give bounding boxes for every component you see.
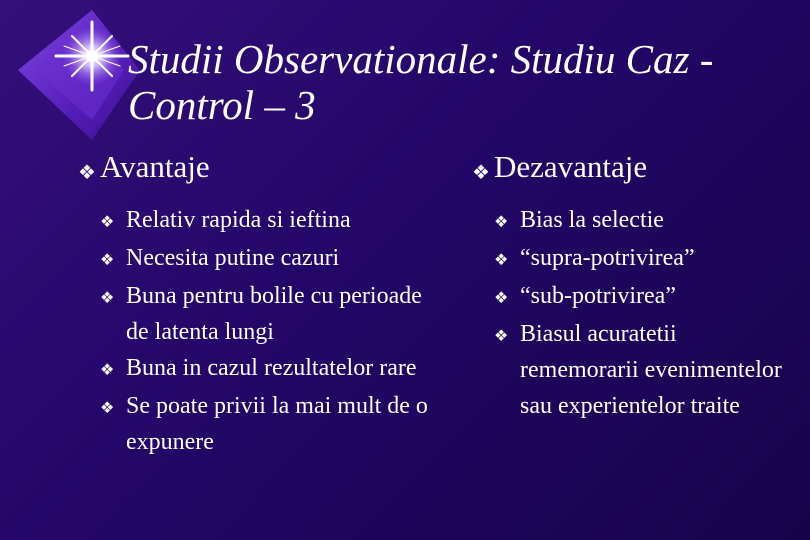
list-item-text: Biasul acuratetii rememorarii evenimentelor sau experientelor traite bbox=[520, 321, 782, 419]
list-item-text: Se poate privii la mai mult de o expunere bbox=[126, 393, 428, 455]
diamond-bullet-icon: ❖ bbox=[472, 160, 490, 184]
diamond-bullet-icon: ❖ bbox=[100, 250, 115, 269]
advantages-heading bbox=[78, 150, 438, 189]
diamond-bullet-icon: ❖ bbox=[494, 326, 509, 345]
list-item-text: Relativ rapida si ieftina bbox=[126, 207, 351, 233]
list-item bbox=[494, 240, 792, 278]
list-item-text: Buna pentru bolile cu perioade de latenta lungi bbox=[126, 283, 422, 345]
list-item-text: Necesita putine cazuri bbox=[126, 245, 340, 271]
list-item bbox=[100, 202, 438, 240]
disadvantages-heading-text: Dezavantaje bbox=[494, 149, 648, 184]
list-item bbox=[494, 278, 792, 316]
list-item-text: Buna in cazul rezultatelor rare bbox=[126, 355, 417, 381]
diamond-bullet-icon: ❖ bbox=[494, 212, 509, 231]
advantages-column bbox=[78, 150, 438, 460]
disadvantages-heading bbox=[472, 150, 792, 189]
list-item bbox=[100, 240, 438, 278]
list-item bbox=[100, 388, 438, 460]
list-item-text: Bias la selectie bbox=[520, 207, 664, 233]
diamond-bullet-icon: ❖ bbox=[78, 160, 96, 184]
disadvantages-list bbox=[472, 202, 792, 424]
diamond-bullet-icon: ❖ bbox=[100, 398, 115, 417]
list-item bbox=[494, 316, 792, 424]
advantages-heading-text: Avantaje bbox=[100, 149, 210, 184]
advantages-list bbox=[78, 202, 438, 460]
list-item-text: “supra-potrivirea” bbox=[520, 245, 695, 271]
list-item bbox=[100, 350, 438, 388]
list-item bbox=[494, 202, 792, 240]
diamond-bullet-icon: ❖ bbox=[100, 288, 115, 307]
slide-title: Studii Observationale: Studiu Caz -Control – 3 bbox=[128, 36, 714, 128]
list-item-text: “sub-potrivirea” bbox=[520, 283, 676, 309]
diamond-bullet-icon: ❖ bbox=[494, 250, 509, 269]
diamond-bullet-icon: ❖ bbox=[100, 360, 115, 379]
disadvantages-column bbox=[472, 150, 792, 424]
diamond-bullet-icon: ❖ bbox=[100, 212, 115, 231]
list-item bbox=[100, 278, 438, 350]
diamond-bullet-icon: ❖ bbox=[494, 288, 509, 307]
